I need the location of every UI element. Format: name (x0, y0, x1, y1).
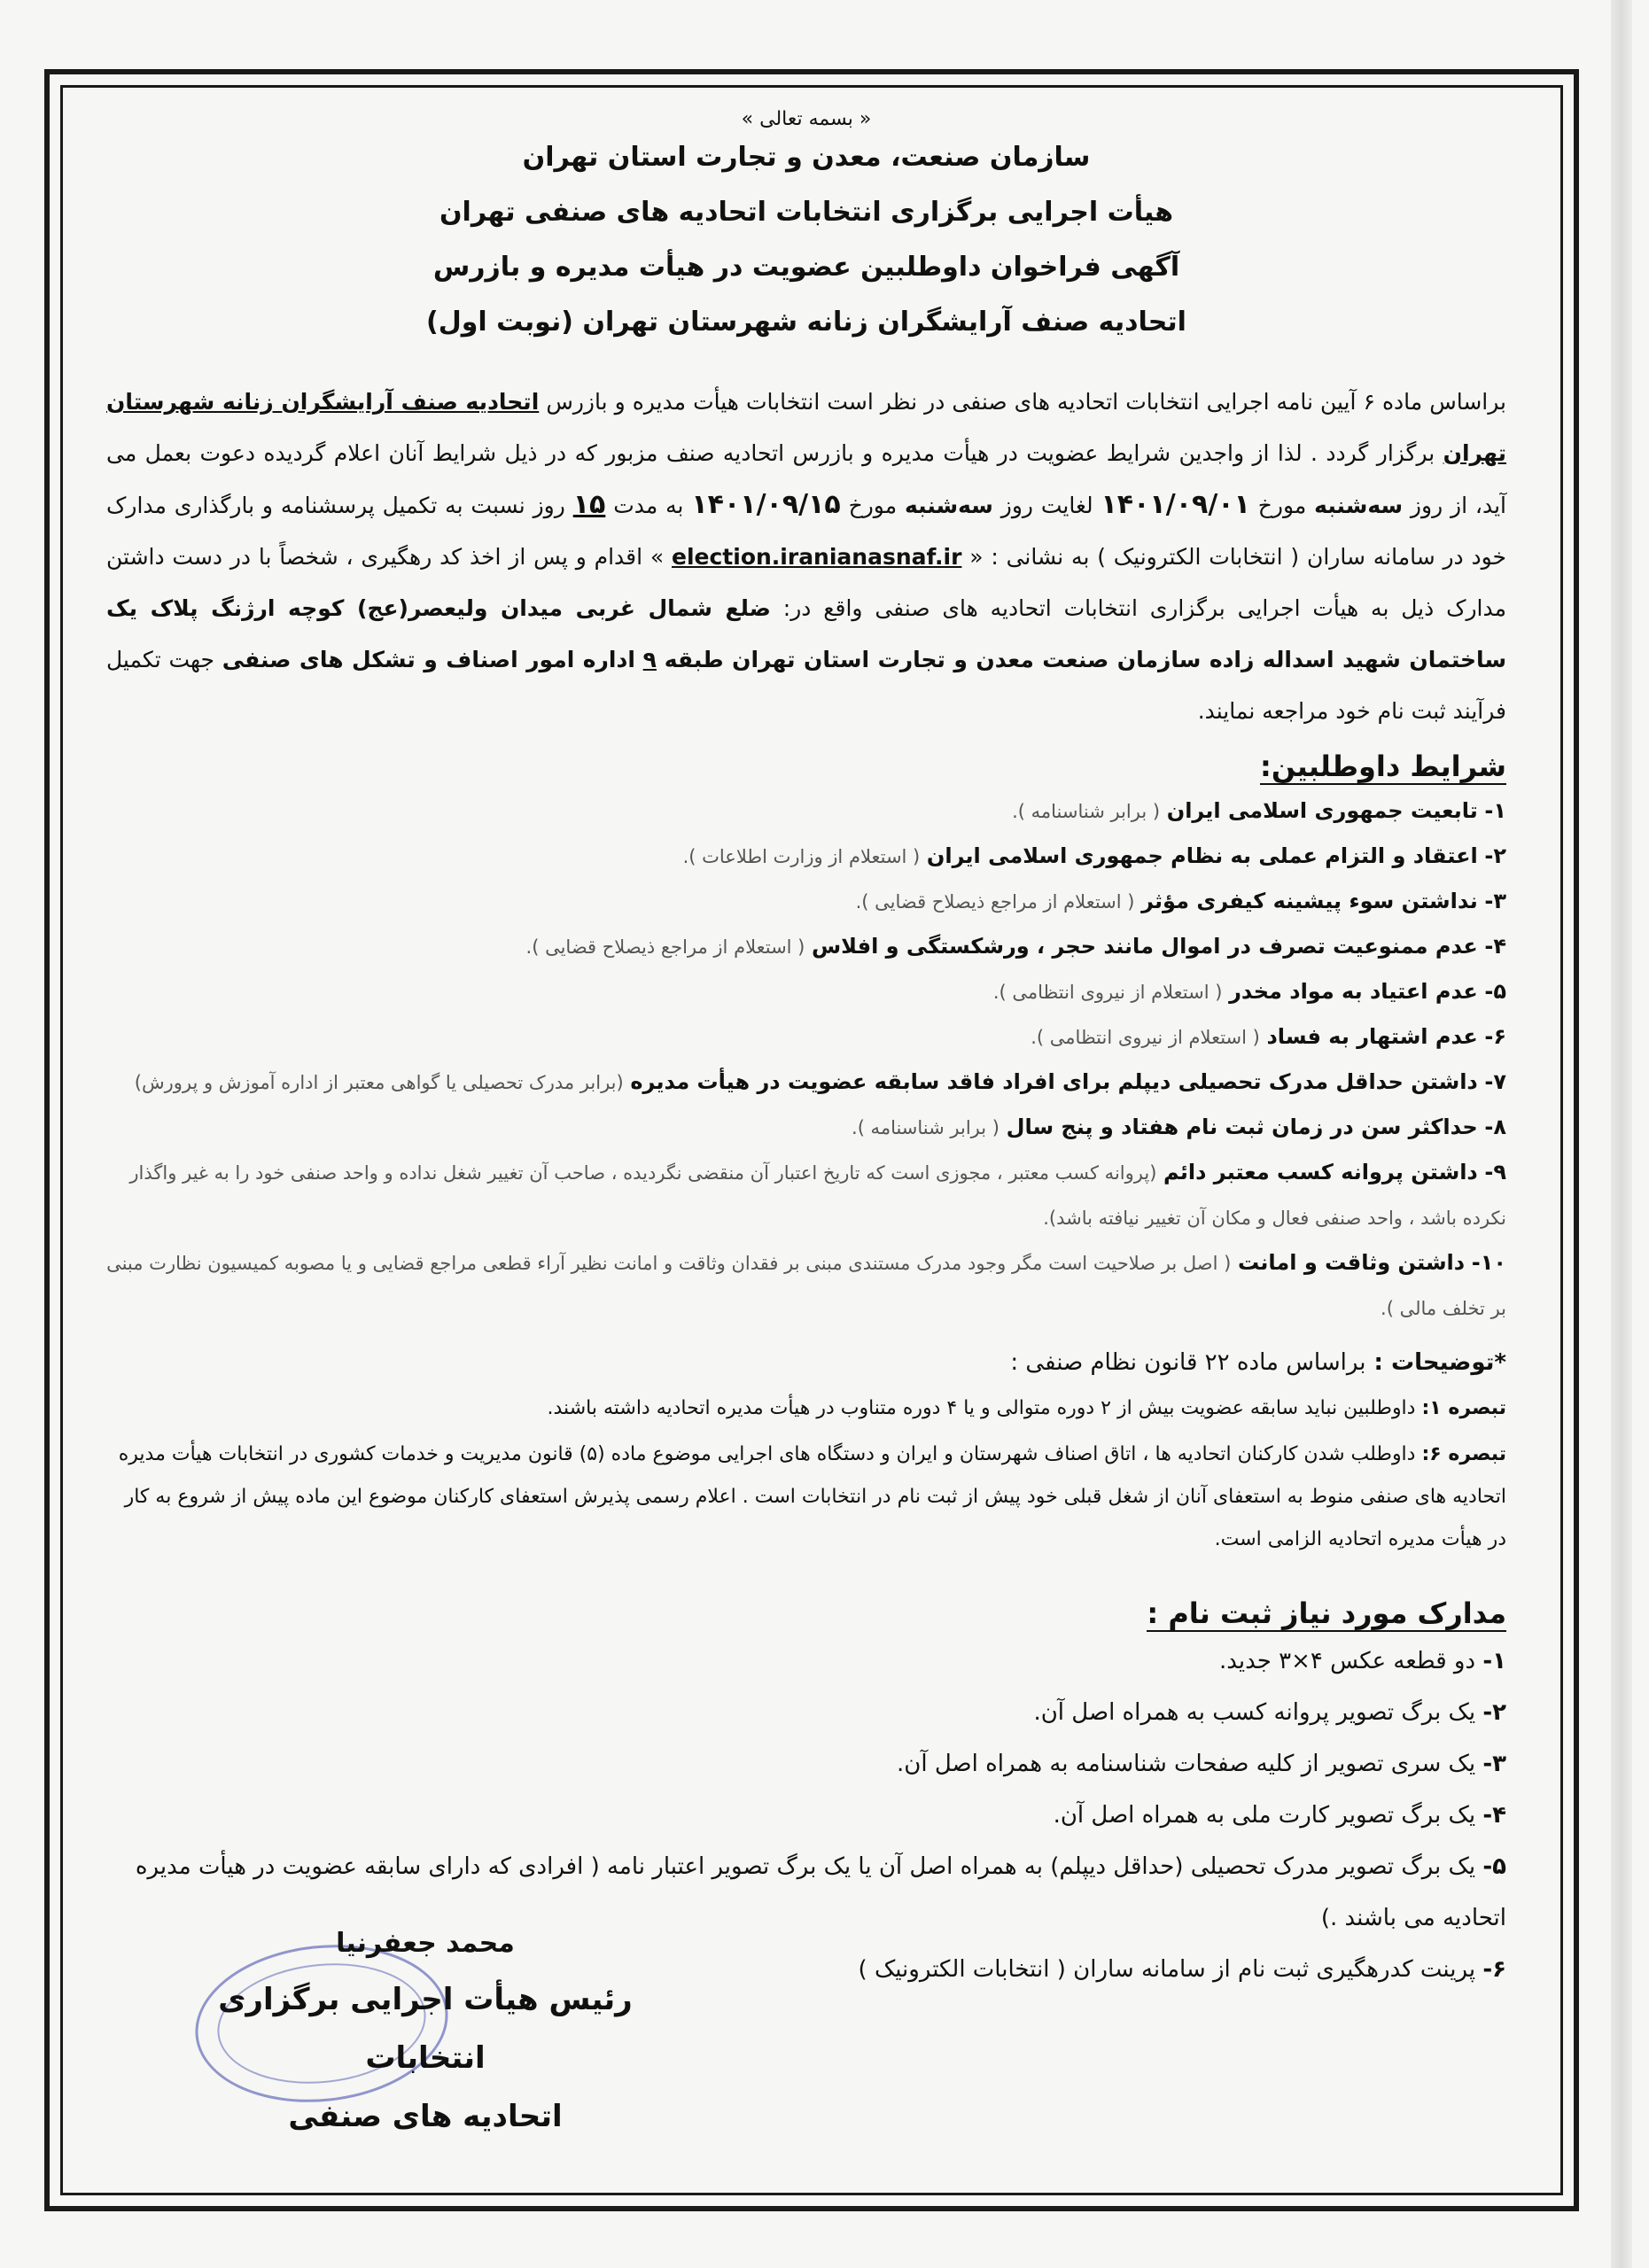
start-day: سه‌شنبه (1314, 493, 1404, 518)
signer-title-2: اتحادیه های صنفی (288, 2099, 563, 2134)
conditions-item-text: حداکثر سن در زمان ثبت نام هفتاد و پنج سال (1006, 1115, 1478, 1139)
conditions-item-number: ۱- (1484, 798, 1506, 823)
conditions-item-number: ۶- (1484, 1024, 1506, 1049)
documents-item-text: پرینت کدرهگیری ثبت نام از سامانه ساران ( انتخابات الکترونیک ) (858, 1956, 1476, 1983)
intro-text-6: به مدت (613, 493, 684, 518)
conditions-item-text: عدم اعتیاد به مواد مخدر (1229, 979, 1478, 1004)
note-tabsare-6 (106, 1433, 1506, 1561)
documents-item (106, 1790, 1506, 1841)
conditions-item-text: اعتقاد و التزام عملی به نظام جمهوری اسلامی ایران (926, 843, 1478, 868)
conditions-item-number: ۱۰- (1471, 1250, 1506, 1275)
conditions-item-text: عدم ممنوعیت تصرف در اموال مانند حجر ، ورشکستگی و افلاس (812, 934, 1478, 959)
office-floor: ۹ (642, 647, 657, 672)
intro-text-4: لغایت روز (1000, 493, 1093, 518)
documents-item-text: یک برگ تصویر مدرک تحصیلی (حداقل دیپلم) به همراه اصل آن یا یک برگ تصویر اعتبار نامه ( افرادی که دارای سابقه عضویت در هیأت مدیره اتحادیه می باشند .) (135, 1853, 1506, 1931)
note-tabsare-1 (106, 1387, 1506, 1430)
note-1-text: داوطلبین نباید سابقه عضویت بیش از ۲ دوره متوالی و یا ۴ دوره متناوب در هیأت مدیره اتحادیه داشته باشند. (547, 1397, 1416, 1419)
scan-edge (1611, 0, 1632, 2268)
documents-item-text: یک برگ تصویر کارت ملی به همراه اصل آن. (1053, 1802, 1476, 1829)
conditions-item (106, 1240, 1506, 1331)
signer-name: محمد جعفرنیا (336, 1928, 515, 1959)
signature-block (177, 1917, 673, 2146)
conditions-item (106, 1150, 1506, 1240)
conditions-item (106, 1014, 1506, 1060)
documents-item-number: ۲- (1482, 1699, 1506, 1726)
conditions-item (106, 788, 1506, 834)
conditions-item (106, 834, 1506, 879)
header-line-3: آگهی فراخوان داوطلبین عضویت در هیأت مدیره و بازرس (432, 252, 1180, 283)
notes-intro: براساس ماده ۲۲ قانون نظام صنفی : (1010, 1349, 1366, 1376)
basmala: « بسمه تعالی » (741, 108, 872, 130)
documents-item-number: ۳- (1482, 1751, 1506, 1777)
conditions-item (106, 924, 1506, 969)
office-address: ضلع شمال غربی میدان ولیعصر(عج) کوچه ارژنگ پلاک یک ساختمان شهید اسداله زاده سازمان صنعت معدن و تجارت استان تهران طبقه (106, 595, 1507, 672)
header-line-2: هیأت اجرایی برگزاری انتخابات اتحادیه های صنفی تهران (439, 197, 1174, 228)
conditions-item (106, 879, 1506, 924)
conditions-item (106, 1060, 1506, 1105)
documents-item-number: ۱- (1482, 1648, 1506, 1674)
conditions-item-text: نداشتن سوء پیشینه کیفری مؤثر (1141, 889, 1478, 913)
documents-item-number: ۵- (1482, 1853, 1506, 1880)
conditions-item-number: ۷- (1484, 1069, 1506, 1094)
notes-title-text: *توضیحات : (1373, 1349, 1506, 1376)
conditions-title-text: شرایط داوطلبین: (1260, 750, 1506, 783)
election-website-link[interactable]: election.iranianasnaf.ir (672, 544, 962, 570)
conditions-item-text: عدم اشتهار به فساد (1266, 1024, 1478, 1049)
conditions-item-number: ۳- (1484, 889, 1506, 913)
documents-item (106, 1687, 1506, 1738)
conditions-item-note: ( استعلام از وزارت اطلاعات ). (682, 846, 921, 867)
conditions-item-note: ( برابر شناسنامه ). (1012, 801, 1161, 822)
notes-title (106, 1341, 1506, 1384)
duration-days: ۱۵ (572, 489, 606, 520)
start-date: ۱۴۰۱/۰۹/۰۱ (1101, 489, 1250, 520)
end-day: سه‌شنبه (904, 493, 993, 518)
documents-item-number: ۴- (1482, 1802, 1506, 1829)
conditions-item (106, 1105, 1506, 1150)
documents-title (106, 1596, 1506, 1630)
conditions-item-note: (برابر مدرک تحصیلی یا گواهی معتبر از اداره آموزش و پرورش) (134, 1072, 624, 1093)
conditions-list (106, 788, 1506, 1331)
intro-text-1: براساس ماده ۶ آیین نامه اجرایی انتخابات اتحادیه های صنفی در نظر است انتخابات هیأت مدیره و بازرس (546, 389, 1506, 415)
conditions-item-number: ۴- (1484, 934, 1506, 959)
intro-text-8: » اقدام و پس از اخذ کد رهگیری ، شخصاً با در دست داشتن مدارک ذیل به هیأت اجرایی برگزاری انتخابات اتحادیه های صنفی واقع در: (106, 544, 1506, 621)
document-content (106, 99, 1506, 2163)
intro-paragraph (106, 377, 1506, 737)
signer-title-1: رئیس هیأت اجرایی برگزاری انتخابات (218, 1982, 633, 2076)
note-6-label: تبصره ۶: (1421, 1443, 1506, 1465)
conditions-item-note: ( استعلام از مراجع ذیصلاح قضایی ). (525, 936, 805, 958)
note-1-label: تبصره ۱: (1421, 1397, 1506, 1419)
union-name: اتحادیه صنف آرایشگران زنانه شهرستان تهران (106, 389, 1506, 466)
conditions-item-number: ۹- (1484, 1160, 1506, 1184)
document-header (106, 108, 1506, 350)
conditions-item-text: تابعیت جمهوری اسلامی ایران (1166, 798, 1478, 823)
documents-item-number: ۶- (1482, 1956, 1506, 1983)
documents-item (106, 1738, 1506, 1790)
documents-item-text: دو قطعه عکس ۴×۳ جدید. (1219, 1648, 1476, 1674)
conditions-item-text: داشتن حداقل مدرک تحصیلی دیپلم برای افراد فاقد سابقه عضویت در هیأت مدیره (630, 1069, 1478, 1094)
documents-title-text: مدارک مورد نیاز ثبت نام : (1147, 1596, 1506, 1630)
header-line-1: سازمان صنعت، معدن و تجارت استان تهران (522, 142, 1091, 173)
conditions-item-text: داشتن پروانه کسب معتبر دائم (1163, 1160, 1478, 1184)
intro-text-7: روز نسبت به تکمیل پرسشنامه و بارگذاری مدارک خود در سامانه ساران ( انتخابات الکترونیک ) به نشانی : « (106, 493, 1506, 570)
conditions-item (106, 969, 1506, 1014)
conditions-item-note: ( اصل بر صلاحیت است مگر وجود مدرک مستندی مبنی بر فقدان وثاقت و امانت نظیر آراء قطعی مراجع قضایی و یا مصوبه کمیسیون نظارت مبنی بر تخلف مالی ). (106, 1253, 1506, 1319)
documents-item-text: یک سری تصویر از کلیه صفحات شناسنامه به همراه اصل آن. (897, 1751, 1476, 1777)
conditions-item-note: ( استعلام از نیروی انتظامی ). (992, 982, 1223, 1003)
conditions-item-number: ۲- (1484, 843, 1506, 868)
end-date: ۱۴۰۱/۰۹/۱۵ (691, 489, 841, 520)
conditions-item-number: ۸- (1484, 1115, 1506, 1139)
documents-item-text: یک برگ تصویر پروانه کسب به همراه اصل آن. (1033, 1699, 1476, 1726)
conditions-item-note: ( برابر شناسنامه ). (852, 1117, 1000, 1138)
conditions-item-note: ( استعلام از نیروی انتظامی ). (1031, 1027, 1260, 1048)
conditions-item-text: داشتن وثاقت و امانت (1237, 1250, 1466, 1275)
documents-item (106, 1635, 1506, 1687)
conditions-item-note: (پروانه کسب معتبر ، مجوزی است که تاریخ اعتبار آن منقضی نگردیده ، صاحب آن تغییر شغل نداده و واحد صنفی خود را به غیر واگذار نکرده باشد ، واحد صنفی فعال و مکان آن تغییر نیافته باشد). (129, 1162, 1506, 1229)
office-department: اداره امور اصناف و تشکل های صنفی (222, 647, 635, 672)
header-line-4: اتحادیه صنف آرایشگران زنانه شهرستان تهران (نوبت اول) (426, 307, 1186, 338)
conditions-item-note: ( استعلام از مراجع ذیصلاح قضایی ). (855, 891, 1135, 913)
intro-text-5: مورخ (848, 493, 898, 518)
conditions-title (106, 750, 1506, 783)
conditions-item-number: ۵- (1484, 979, 1506, 1004)
note-6-text: داوطلب شدن کارکنان اتحادیه ها ، اتاق اصناف شهرستان و ایران و دستگاه های اجرایی موضوع ماده (۵) قانون مدیریت و خدمات کشوری در انتخابات هیأت مدیره اتحادیه های صنفی منوط به استعفای آنان از شغل قبلی خود پیش از ثبت نام در انتخابات است . اعلام رسمی پذیرش استعفای کارکنان موضوع این ماده پیش از شروع به کار در هیأت مدیره اتحادیه الزامی است. (118, 1443, 1506, 1550)
intro-text-3: مورخ (1257, 493, 1307, 518)
intro-text-9: جهت تکمیل فرآیند ثبت نام خود مراجعه نمایند. (106, 647, 1506, 724)
intro-text-2: برگزار گردد . لذا از واجدین شرایط عضویت در هیأت مدیره و بازرس اتحادیه صنف مزبور که در ذیل شرایط آنان اعلام گردیده دعوت بعمل می آید، از روز (106, 440, 1506, 518)
